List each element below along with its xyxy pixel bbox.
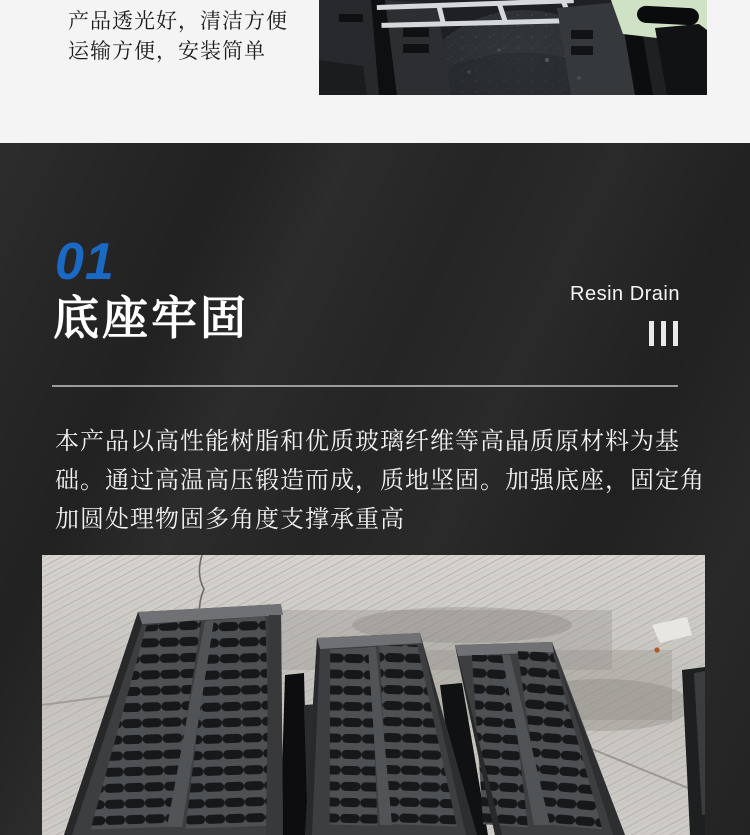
decor-bar: [661, 321, 666, 346]
product-photo-bottom-art: [42, 555, 705, 835]
top-banner: [0, 0, 750, 143]
product-photo-top-art: [319, 0, 707, 95]
feature-index-number: 01: [55, 233, 115, 291]
product-photo-top: [319, 0, 707, 95]
section-divider: [52, 385, 678, 387]
decor-bar: [649, 321, 654, 346]
decor-bars-icon: [649, 321, 678, 346]
top-banner-line1: 产品透光好，清洁方便: [68, 9, 288, 33]
feature-description: 本产品以高性能树脂和优质玻璃纤维等高晶质原材料为基础。通过高温高压锻造而成，质地坚固。加强底座，固定角加圆处理物固多角度支撑承重高: [55, 428, 705, 533]
feature-section: [0, 143, 750, 835]
top-banner-text: [68, 6, 288, 66]
top-banner-line2: 运输方便，安装简单: [68, 39, 266, 63]
brand-label: Resin Drain: [570, 283, 680, 305]
feature-title: 底座牢固: [53, 292, 249, 344]
product-photo-bottom: [42, 555, 705, 835]
decor-bar: [673, 321, 678, 346]
